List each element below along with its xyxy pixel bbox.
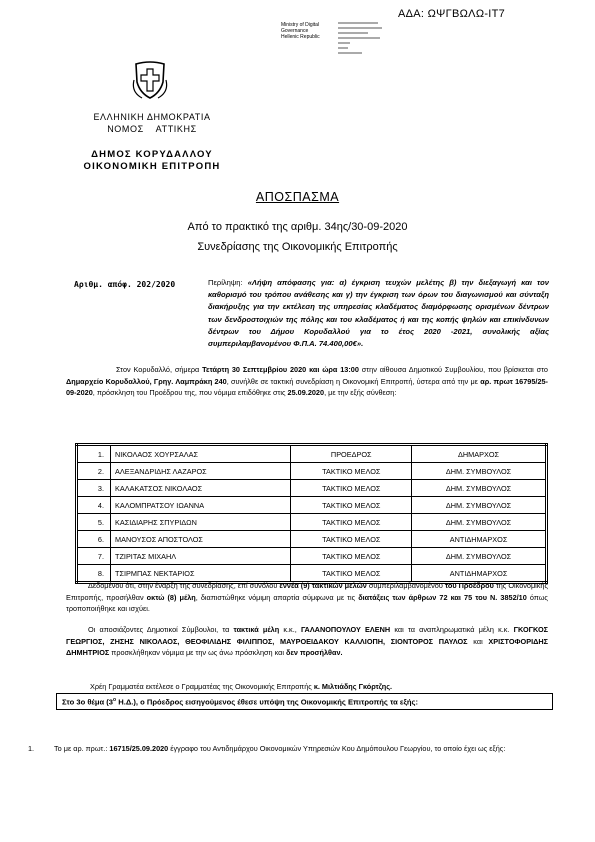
signature-details xyxy=(338,21,386,56)
digital-signature-stamp xyxy=(281,22,320,40)
member-number: 7. xyxy=(77,548,111,565)
meeting-location: Δημαρχείο Κορυδαλλού, Γρηγ. Λαμπράκη 240 xyxy=(66,376,227,386)
signature-line: Hellenic Republic xyxy=(281,34,320,40)
text-superscript: ο xyxy=(113,697,117,703)
document-protocol: 16715/25.09.2020 xyxy=(109,744,169,753)
member-position: ΔΗΜ. ΣΥΜΒΟΥΛΟΣ xyxy=(412,463,547,480)
text-run: Στο 3ο θέμα (3 xyxy=(62,697,114,707)
member-role: ΤΑΚΤΙΚΟ ΜΕΛΟΣ xyxy=(291,531,412,548)
member-role: ΤΑΚΤΙΚΟ ΜΕΛΟΣ xyxy=(291,497,412,514)
member-number: 5. xyxy=(77,514,111,531)
signature-line: Governance xyxy=(281,28,309,34)
member-role: ΤΑΚΤΙΚΟ ΜΕΛΟΣ xyxy=(291,514,412,531)
list-item-number: 1. xyxy=(28,744,35,753)
text-run: και xyxy=(467,636,489,646)
member-name: ΝΙΚΟΛΑΟΣ ΧΟΥΡΣΑΛΑΣ xyxy=(111,445,291,463)
meeting-date: Τετάρτη 30 Σεπτεμβρίου 2020 και ώρα 13:00 xyxy=(202,365,359,374)
text-run: στην αίθουσα Δημοτικού Συμβουλίου, που βρίσκεται στο xyxy=(358,365,548,374)
text-run: προσκλήθηκαν νόμιμα με την ως άνω πρόσκληση και xyxy=(109,648,287,657)
text-run: Οι αποσιάζοντες Δημοτικοί Σύμβουλοι, τα xyxy=(88,625,234,634)
secretary-name: κ. Μιλτιάδης Γκόρτζης. xyxy=(313,682,393,691)
member-position: ΑΝΤΙΔΗΜΑΡΧΟΣ xyxy=(412,531,547,548)
member-name: ΤΣΙΡΜΠΑΣ ΝΕΚΤΑΡΙΟΣ xyxy=(111,565,291,583)
header-committee: ΟΙΚΟΝΟΜΙΚΗ ΕΠΙΤΡΟΠΗ xyxy=(83,161,221,172)
text-run: , πρόσκληση του Προέδρου της, που νόμιμα επιδόθηκε στις xyxy=(92,388,288,397)
decision-summary xyxy=(208,277,549,350)
list-item-text xyxy=(54,743,549,755)
member-name: ΜΑΝΟΥΣΟΣ ΑΠΟΣΤΟΛΟΣ xyxy=(111,531,291,548)
header-authority xyxy=(62,149,242,173)
text-run: Δεδομένου ότι, στην έναρξη της συνεδρίασης, επί συνόλου xyxy=(88,581,280,590)
secretary-paragraph xyxy=(90,681,550,693)
text-bold: ΓΚΟΓΚΟΣ ΓΕΩΡΓΙΟΣ, ΖΗΣΗΣ ΝΙΚΟΛΑΟΣ, ΘΕΟΦΙΛΙΔΗΣ ΦΙΛΙΠΠΟΣ, ΜΑΥΡΟΕΙΔΑΚΟΥ ΚΑΛΛΙΟΠΗ, ΣΙΟΝΤΟΡΟΣ ΠΑΥΛΟΣ xyxy=(66,625,548,646)
text-run: Το με αρ. πρωτ.: xyxy=(54,744,110,753)
text-run: , με την εξής σύνθεση: xyxy=(324,388,397,397)
agenda-topic-box xyxy=(56,693,553,710)
member-role: ΠΡΟΕΔΡΟΣ xyxy=(291,445,412,463)
summary-text: «Λήψη απόφασης για: α) έγκριση τευχών μελέτης β) την διεξαγωγή και τον καθορισμό του τρόπου ανάθεσης και γ) την έγκριση των όρων του διαγωνισμού και σύνταξη διακήρυξης για την εκτέλεση της υπηρεσίας κλαδέματος διαμόρφωσης ορισμένων δέντρων των δενδροστοιχιών της πόλης και του κλαδέματος ή και της κοπής ψηλών και επικίνδυνων δέντρων του Δήμου Κορυδαλλού για το έτος 2020 -2021, συνολικής αξίας συμπεριλαμβανομένου Φ.Π.Α. 74.400,00€». xyxy=(208,278,549,349)
member-position: ΔΗΜ. ΣΥΜΒΟΥΛΟΣ xyxy=(412,514,547,531)
text-bold: δεν προσήλθαν. xyxy=(286,648,343,657)
member-number: 1. xyxy=(77,445,111,463)
member-role: ΤΑΚΤΙΚΟ ΜΕΛΟΣ xyxy=(291,463,412,480)
text-bold: του Προέδρου xyxy=(444,581,494,590)
summary-lead: Περίληψη: xyxy=(208,278,243,287)
text-run: Χρέη Γραμματέα εκτέλεσε ο Γραμματέας της Οικονομικής Επιτροπής xyxy=(90,682,314,691)
signature-details-scribble xyxy=(338,21,386,55)
signature-line: Ministry of Digital xyxy=(281,22,320,28)
text-run: Στον Κορυδαλλό, σήμερα xyxy=(116,365,203,374)
header-municipality: ΔΗΜΟΣ ΚΟΡΥΔΑΛΛΟΥ xyxy=(91,149,213,160)
header-country: ΕΛΛΗΝΙΚΗ ΔΗΜΟΚΡΑΤΙΑ xyxy=(93,112,211,122)
member-name: ΚΑΛΑΚΑΤΣΟΣ ΝΙΚΟΛΑΟΣ xyxy=(111,480,291,497)
text-bold: εννέα (9) τακτικών μελών xyxy=(279,581,367,590)
text-run: , διαπιστώθηκε νόμιμη απαρτία σύμφωνα με τις xyxy=(195,592,359,602)
text-bold: τακτικά μέλη xyxy=(233,625,280,634)
text-run: και τα αναπληρωματικά μέλη κ.κ. xyxy=(390,625,514,634)
member-position: ΔΗΜΑΡΧΟΣ xyxy=(412,445,547,463)
member-position: ΔΗΜ. ΣΥΜΒΟΥΛΟΣ xyxy=(412,548,547,565)
member-name: ΤΖΙΡΙΤΑΣ ΜΙΧΑΗΛ xyxy=(111,548,291,565)
text-run: όπως τροποποιήθηκε και ισχύει. xyxy=(66,592,548,613)
member-role: ΤΑΚΤΙΚΟ ΜΕΛΟΣ xyxy=(291,480,412,497)
absentees-paragraph xyxy=(66,624,548,659)
table-row xyxy=(77,548,547,565)
document-subtitle-session: Συνεδρίασης της Οικονομικής Επιτροπής xyxy=(197,241,398,253)
members-table xyxy=(75,443,548,584)
member-number: 6. xyxy=(77,531,111,548)
meeting-paragraph xyxy=(66,364,548,399)
member-number: 3. xyxy=(77,480,111,497)
member-name: ΚΑΣΙΔΙΑΡΗΣ ΣΠΥΡΙΔΩΝ xyxy=(111,514,291,531)
ada-code: ΑΔΑ: ΩΨΓΒΩΛΩ-ΙΤ7 xyxy=(398,8,506,20)
greek-emblem-icon xyxy=(132,60,168,100)
member-role: ΤΑΚΤΙΚΟ ΜΕΛΟΣ xyxy=(291,565,412,583)
member-name: ΑΛΕΞΑΝΔΡΙΔΗΣ ΛΑΖΑΡΟΣ xyxy=(111,463,291,480)
header-prefecture: ΝΟΜΟΣ ΑΤΤΙΚΗΣ xyxy=(107,124,197,134)
table-row xyxy=(77,531,547,548)
invitation-date: 25.09.2020 xyxy=(287,388,325,397)
member-position: ΔΗΜ. ΣΥΜΒΟΥΛΟΣ xyxy=(412,497,547,514)
text-bold: ΓΑΛΑΝΟΠΟΥΛΟΥ ΕΛΕΝΗ xyxy=(300,625,391,634)
text-bold: ΧΡΙΣΤΟΦΟΡΙΔΗΣ ΔΗΜΗΤΡΙΟΣ xyxy=(66,636,548,657)
member-role: ΤΑΚΤΙΚΟ ΜΕΛΟΣ xyxy=(291,548,412,565)
member-position: ΑΝΤΙΔΗΜΑΡΧΟΣ xyxy=(412,565,547,583)
text-bold: διατάξεις των άρθρων 72 και 75 του Ν. 3852/10 xyxy=(358,592,527,602)
invitation-protocol: αρ. πρωτ 16795/25-09-2020 xyxy=(66,376,548,397)
text-run: Η.Δ.), ο Πρόεδρος εισηγούμενος έθεσε υπόψη της Οικονομικής Επιτροπής τα εξής: xyxy=(116,697,419,707)
text-run: κ.κ., xyxy=(279,625,301,634)
header-government xyxy=(62,111,242,135)
member-number: 2. xyxy=(77,463,111,480)
member-number: 8. xyxy=(77,565,111,583)
member-name: ΚΑΛΟΜΠΡΑΤΣΟΥ ΙΩΑΝΝΑ xyxy=(111,497,291,514)
quorum-paragraph xyxy=(66,580,548,615)
text-run: συμπεριλαμβανομένου xyxy=(366,581,445,590)
text-run: , συνήλθε σε τακτική συνεδρίαση η Οικονομική Επιτροπή, ύστερα από την με xyxy=(226,376,481,386)
document-title: ΑΠΟΣΠΑΣΜΑ xyxy=(255,190,340,204)
member-number: 4. xyxy=(77,497,111,514)
table-row xyxy=(77,480,547,497)
table-row xyxy=(77,497,547,514)
member-position: ΔΗΜ. ΣΥΜΒΟΥΛΟΣ xyxy=(412,480,547,497)
document-subtitle-minutes: Από το πρακτικό της αριθμ. 34ης/30-09-2020 xyxy=(187,221,408,233)
table-row xyxy=(77,445,547,463)
text-bold: οκτώ (8) μέλη xyxy=(146,592,196,602)
table-row xyxy=(77,463,547,480)
table-row xyxy=(77,514,547,531)
text-run: έγγραφο του Αντιδημάρχου Οικονομικών Υπηρεσιών Κου Δημόπουλου Γεωργίου, το οποίο έχει ως εξής: xyxy=(168,744,506,753)
text-run: της Οικονομικής Επιτροπής, προσήλθαν xyxy=(66,581,549,602)
decision-number: Αριθμ. απόφ. 202/2020 xyxy=(74,280,176,289)
